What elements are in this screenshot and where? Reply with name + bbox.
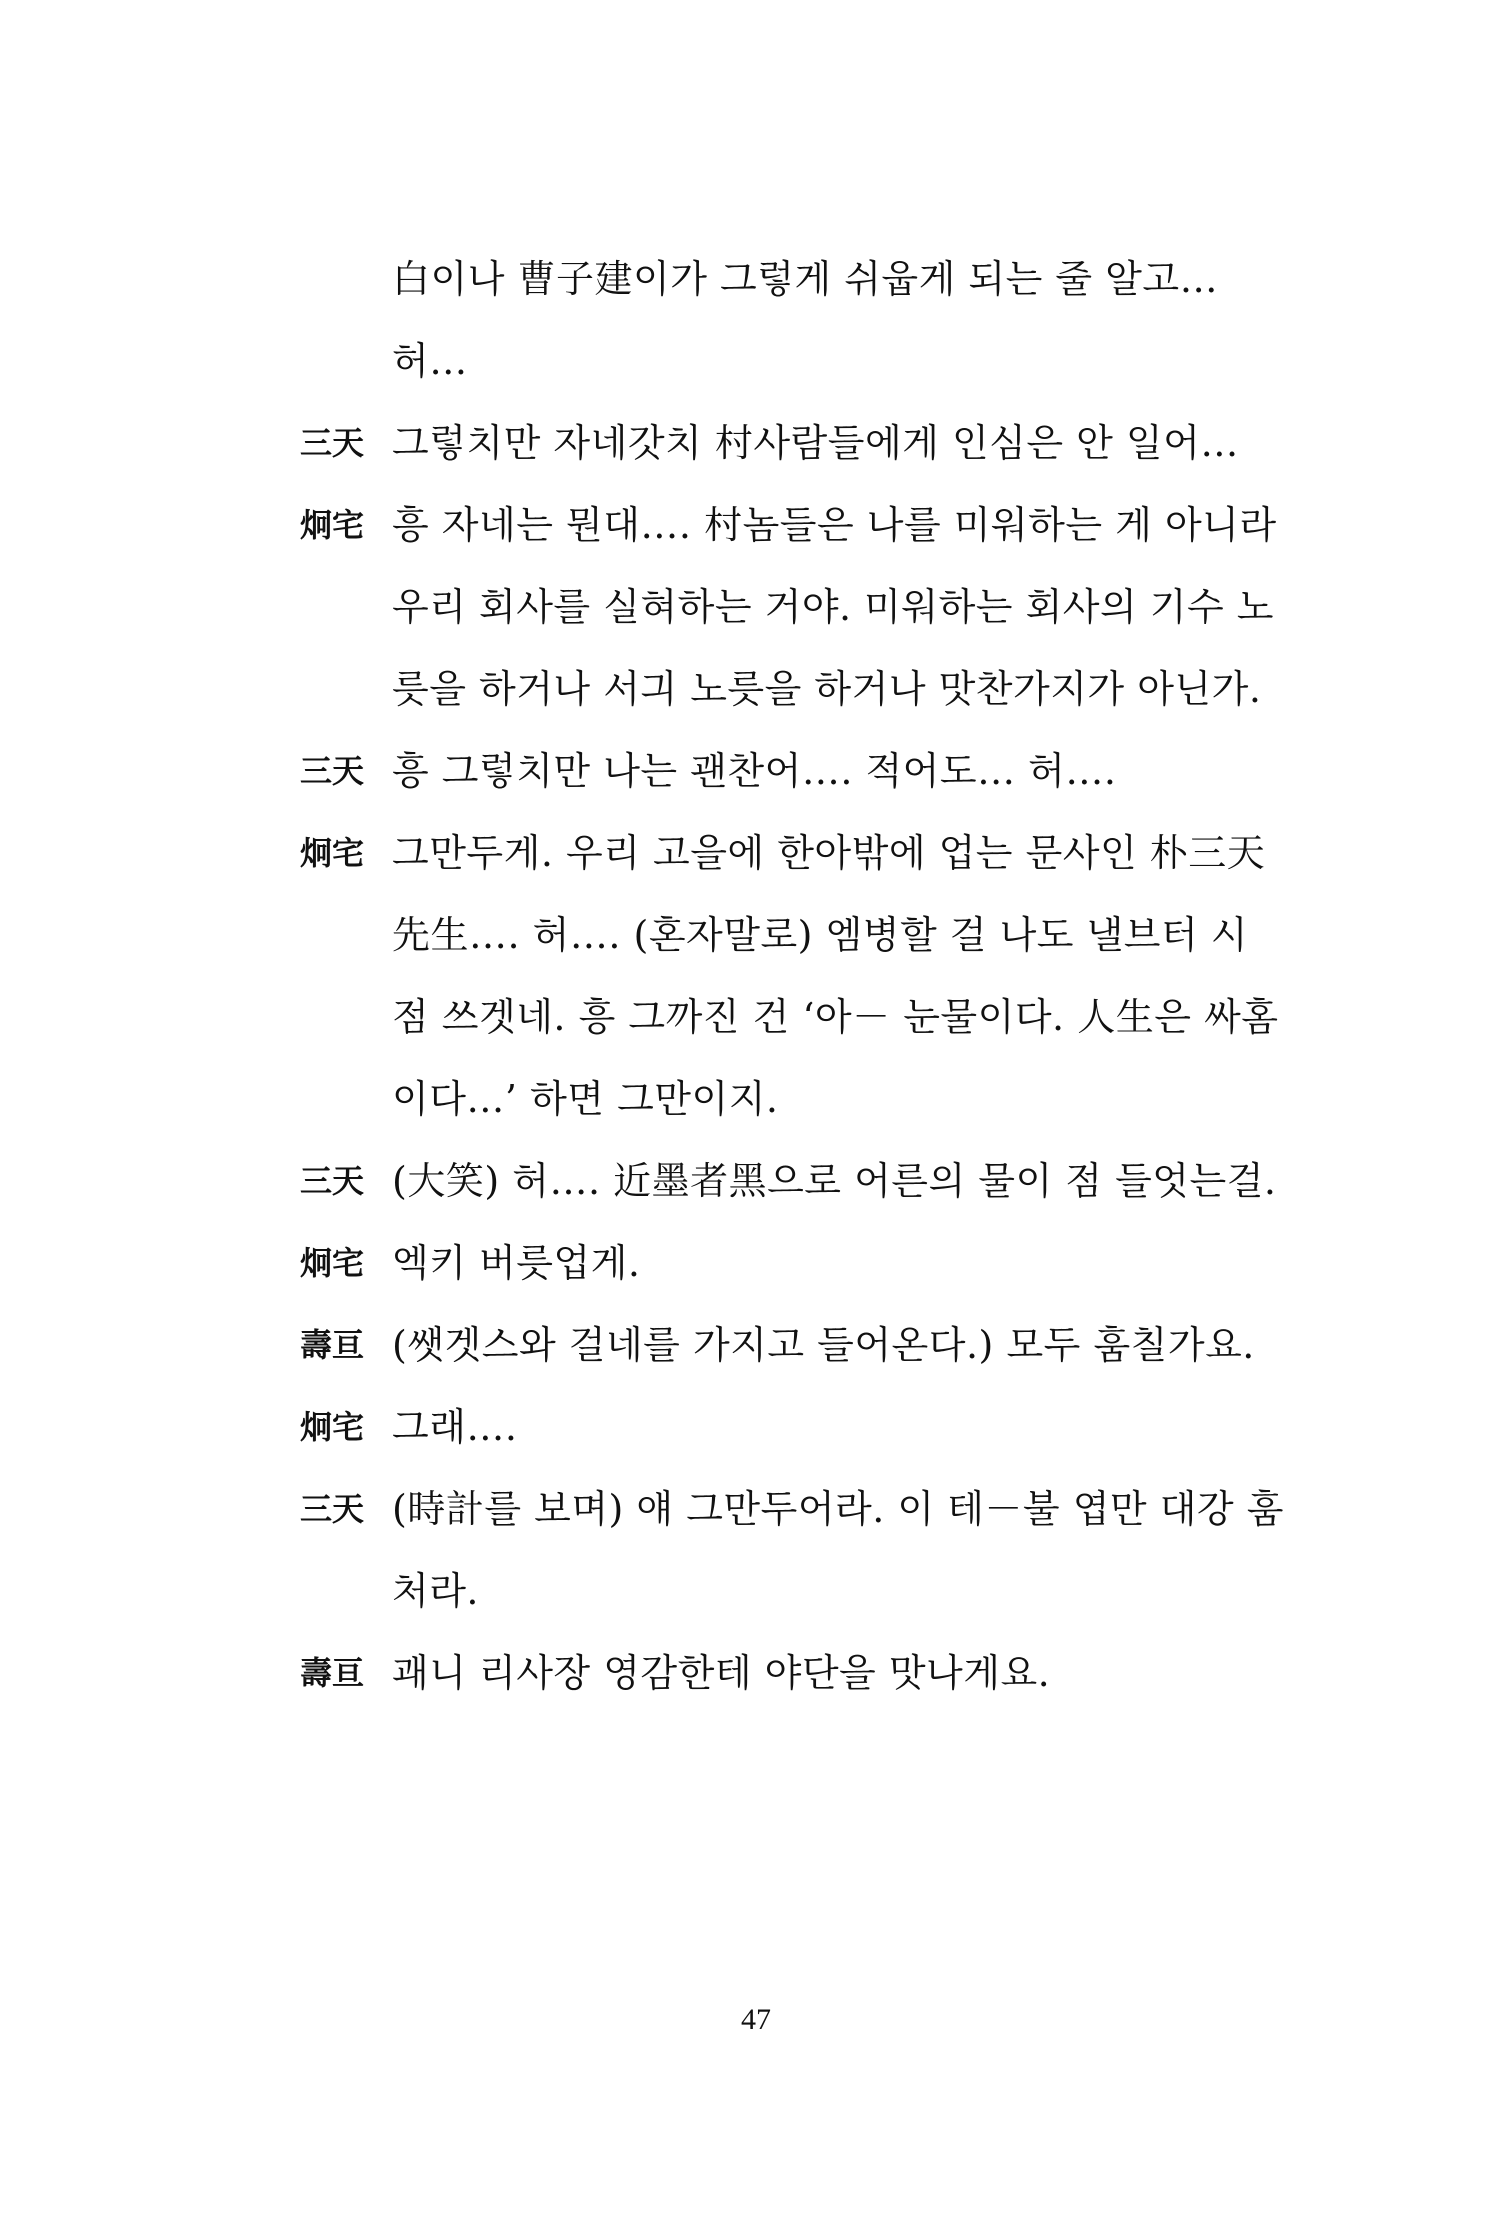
dialogue-line: 허… xyxy=(392,339,468,383)
script-entry xyxy=(300,402,1260,484)
dialogue-line: 白이나 曹子建이가 그렇게 쉬웁게 되는 줄 알고… xyxy=(392,257,1219,301)
dialogue-lines xyxy=(392,1222,1260,1304)
dialogue-line: 그만두게. 우리 고을에 한아밖에 업는 문사인 朴三天 xyxy=(392,831,1266,875)
speaker-name: 炯宅 xyxy=(300,1408,365,1446)
dialogue-line: 그래…. xyxy=(392,1405,518,1449)
dialogue-lines xyxy=(392,238,1260,402)
dialogue-line: (時計를 보며) 얘 그만두어라. 이 테－불 엽만 대강 훔 xyxy=(392,1487,1284,1531)
dialogue-lines xyxy=(392,1304,1260,1386)
script-entry xyxy=(300,812,1279,1140)
speaker-name: 三天 xyxy=(300,1490,365,1528)
script-entry xyxy=(300,484,1277,730)
dialogue-lines xyxy=(392,1140,1277,1222)
dialogue-lines xyxy=(392,402,1260,484)
dialogue-line: (大笑) 허…. 近墨者黑으로 어른의 물이 점 들엇는걸. xyxy=(392,1159,1277,1203)
dialogue-line: 엑키 버릇업게. xyxy=(392,1241,641,1285)
dialogue-line: 흥 그렇치만 나는 괜찬어…. 적어도… 허…. xyxy=(392,749,1117,793)
script-entry xyxy=(300,730,1260,812)
dialogue-line: 괘니 리사장 영감한테 야단을 맛나게요. xyxy=(392,1651,1051,1695)
dialogue-lines xyxy=(392,1632,1260,1714)
page-number: 47 xyxy=(741,2003,771,2036)
dialogue-line: 우리 회사를 실혀하는 거야. 미워하는 회사의 기수 노 xyxy=(392,585,1275,629)
dialogue-line: 이다…’ 하면 그만이지. xyxy=(392,1077,779,1121)
dialogue-line: 릇을 하거나 서긔 노릇을 하거나 맛찬가지가 아닌가. xyxy=(392,667,1262,711)
dialogue-lines xyxy=(392,812,1278,1140)
speaker-name: 炯宅 xyxy=(300,834,365,872)
dialogue-lines xyxy=(392,1386,1260,1468)
script-entry xyxy=(300,1140,1277,1222)
script-entry xyxy=(300,238,1260,402)
speaker-name: 壽亘 xyxy=(300,1654,365,1692)
script-entry xyxy=(300,1222,1260,1304)
dialogue-line: (쌧겟스와 걸네를 가지고 들어온다.) 모두 훔칠가요. xyxy=(392,1323,1255,1367)
speaker-name: 炯宅 xyxy=(300,1244,365,1282)
speaker-name: 三天 xyxy=(300,1162,365,1200)
dialogue-line: 흥 자네는 뭔대…. 村놈들은 나를 미워하는 게 아니라 xyxy=(392,503,1277,547)
speaker-name: 炯宅 xyxy=(300,506,365,544)
script-entry xyxy=(300,1468,1284,1632)
speaker-name: 壽亘 xyxy=(300,1326,365,1364)
dialogue-line: 先生…. 허…. (혼자말로) 엠병할 걸 나도 낼브터 시 xyxy=(392,913,1248,957)
speaker-name: 三天 xyxy=(300,752,365,790)
dialogue-line: 점 쓰겟네. 흥 그까진 건 ‘아－ 눈물이다. 人生은 싸홈 xyxy=(392,995,1279,1039)
script-entry xyxy=(300,1386,1260,1468)
dialogue-lines xyxy=(392,730,1260,812)
dialogue-lines xyxy=(392,484,1277,730)
script-entry xyxy=(300,1304,1260,1386)
dialogue-lines xyxy=(392,1468,1284,1632)
dialogue-line: 처라. xyxy=(392,1569,479,1613)
play-script-body xyxy=(300,238,1284,1714)
dialogue-line: 그렇치만 자네갓치 村사람들에게 인심은 안 일어… xyxy=(392,421,1239,465)
script-entry xyxy=(300,1632,1260,1714)
speaker-name: 三天 xyxy=(300,424,365,462)
